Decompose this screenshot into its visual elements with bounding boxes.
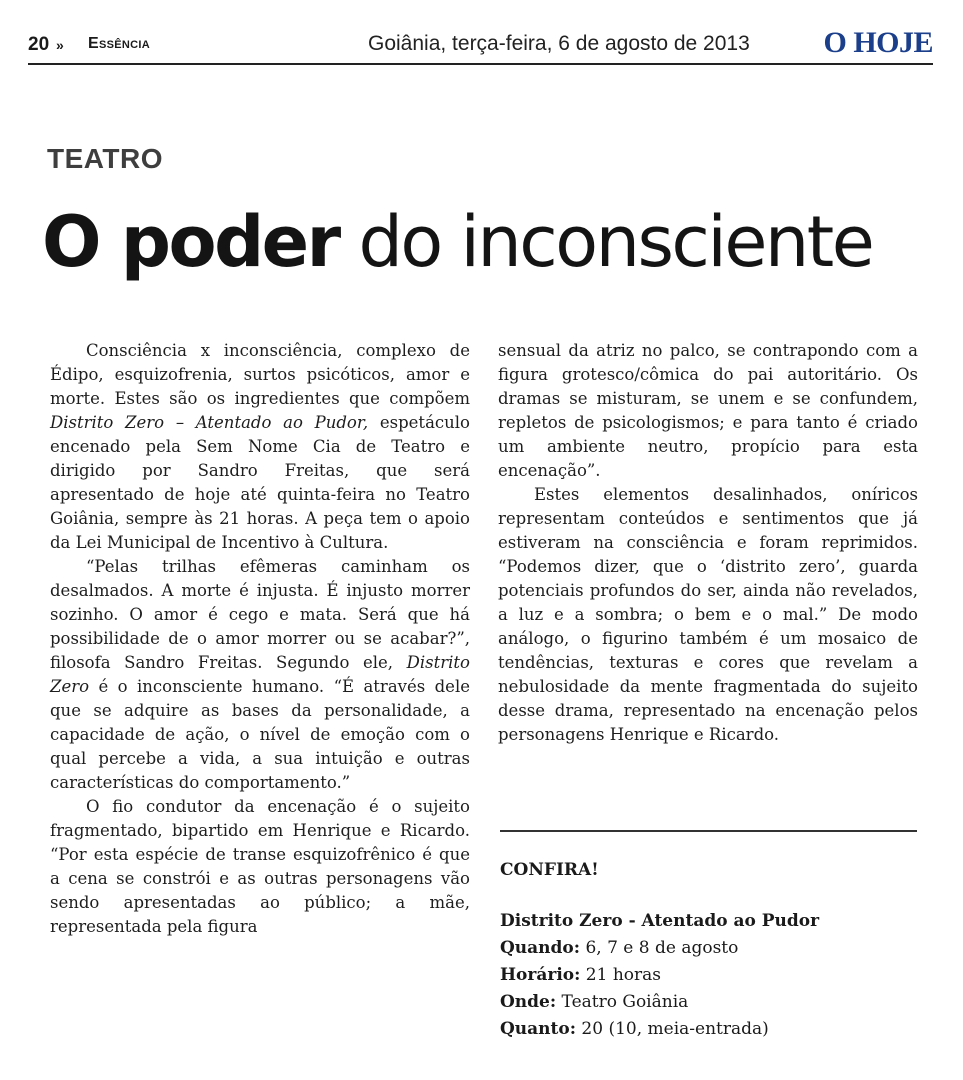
sidebar-heading: CONFIRA!: [500, 860, 599, 880]
info-time: Horário: 21 horas: [500, 965, 662, 985]
article-column-left: [50, 339, 470, 939]
event-info-box: [500, 908, 920, 1043]
paragraph-continuation: sensual da atriz no palco, se contrapondo com a figura grotesco/cômica do pai autoritário. Os dramas se misturam, se unem e se confundem, repletos de psicologismos; e para tanto é criado um ambiente neutro, propício para esta encenação”.: [498, 341, 918, 480]
chevron-right-icon: »: [56, 37, 64, 53]
newspaper-logo: O HOJE: [823, 26, 933, 59]
article-headline: [42, 201, 873, 283]
dateline: Goiânia, terça-feira, 6 de agosto de 2013: [368, 32, 750, 55]
paragraph: “Pelas trilhas efêmeras caminham os desalmados. A morte é injusta. É injusto morrer sozinho. O amor é cego e mata. Será que há possibilidade de o amor morrer ou se acabar?”, filosofa Sandro Freitas. Segundo ele, Distrito Zero é o inconsciente humano. “É através dele que se adquire as bases da personalidade, a capacidade de ação, o nível de emoção com o qual percebe a vida, a sua intuição e outras características do comportamento.”: [50, 557, 470, 792]
headline-light: do inconsciente: [358, 201, 873, 283]
page-number: 20: [28, 34, 50, 55]
paragraph: Consciência x inconsciência, complexo de Édipo, esquizofrenia, surtos psicóticos, amor e morte. Estes são os ingredientes que compõem Distrito Zero – Atentado ao Pudor, espetáculo encenado pela Sem Nome Cia de Teatro e dirigido por Sandro Freitas, que será apresentado de hoje até quinta-feira no Teatro Goiânia, sempre às 21 horas. A peça tem o apoio da Lei Municipal de Incentivo à Cultura.: [50, 341, 470, 552]
paragraph: O fio condutor da encenação é o sujeito fragmentado, bipartido em Henrique e Ricardo. “Por esta espécie de transe esquizofrênico é que a cena se constrói e as outras personagens vão sendo apresentadas ao público; a mãe, representada pela figura: [50, 797, 470, 936]
header-divider: [28, 63, 933, 65]
paragraph: Estes elementos desalinhados, oníricos representam conteúdos e sentimentos que já estiveram na consciência e foram reprimidos. “Podemos dizer, que o ‘distrito zero’, guarda potenciais profundos do ser, ainda não revelados, a luz e a sombra; o bem e o mal.” De modo análogo, o figurino também é um mosaico de tendências, texturas e cores que revelam a nebulosidade da mente fragmentada do sujeito desse drama, representado na encenação pelos personagens Henrique e Ricardo.: [498, 485, 918, 744]
info-when: Quando: 6, 7 e 8 de agosto: [500, 938, 739, 958]
show-title: Distrito Zero - Atentado ao Pudor: [500, 911, 820, 931]
headline-bold: O poder: [42, 201, 339, 283]
article-kicker: TEATRO: [47, 143, 164, 174]
info-where: Onde: Teatro Goiânia: [500, 992, 689, 1012]
section-name: Essência: [88, 35, 150, 52]
article-column-right: [498, 339, 918, 747]
sidebar-divider: [500, 830, 917, 832]
info-price: Quanto: 20 (10, meia-entrada): [500, 1019, 769, 1039]
page-header: [28, 28, 933, 64]
